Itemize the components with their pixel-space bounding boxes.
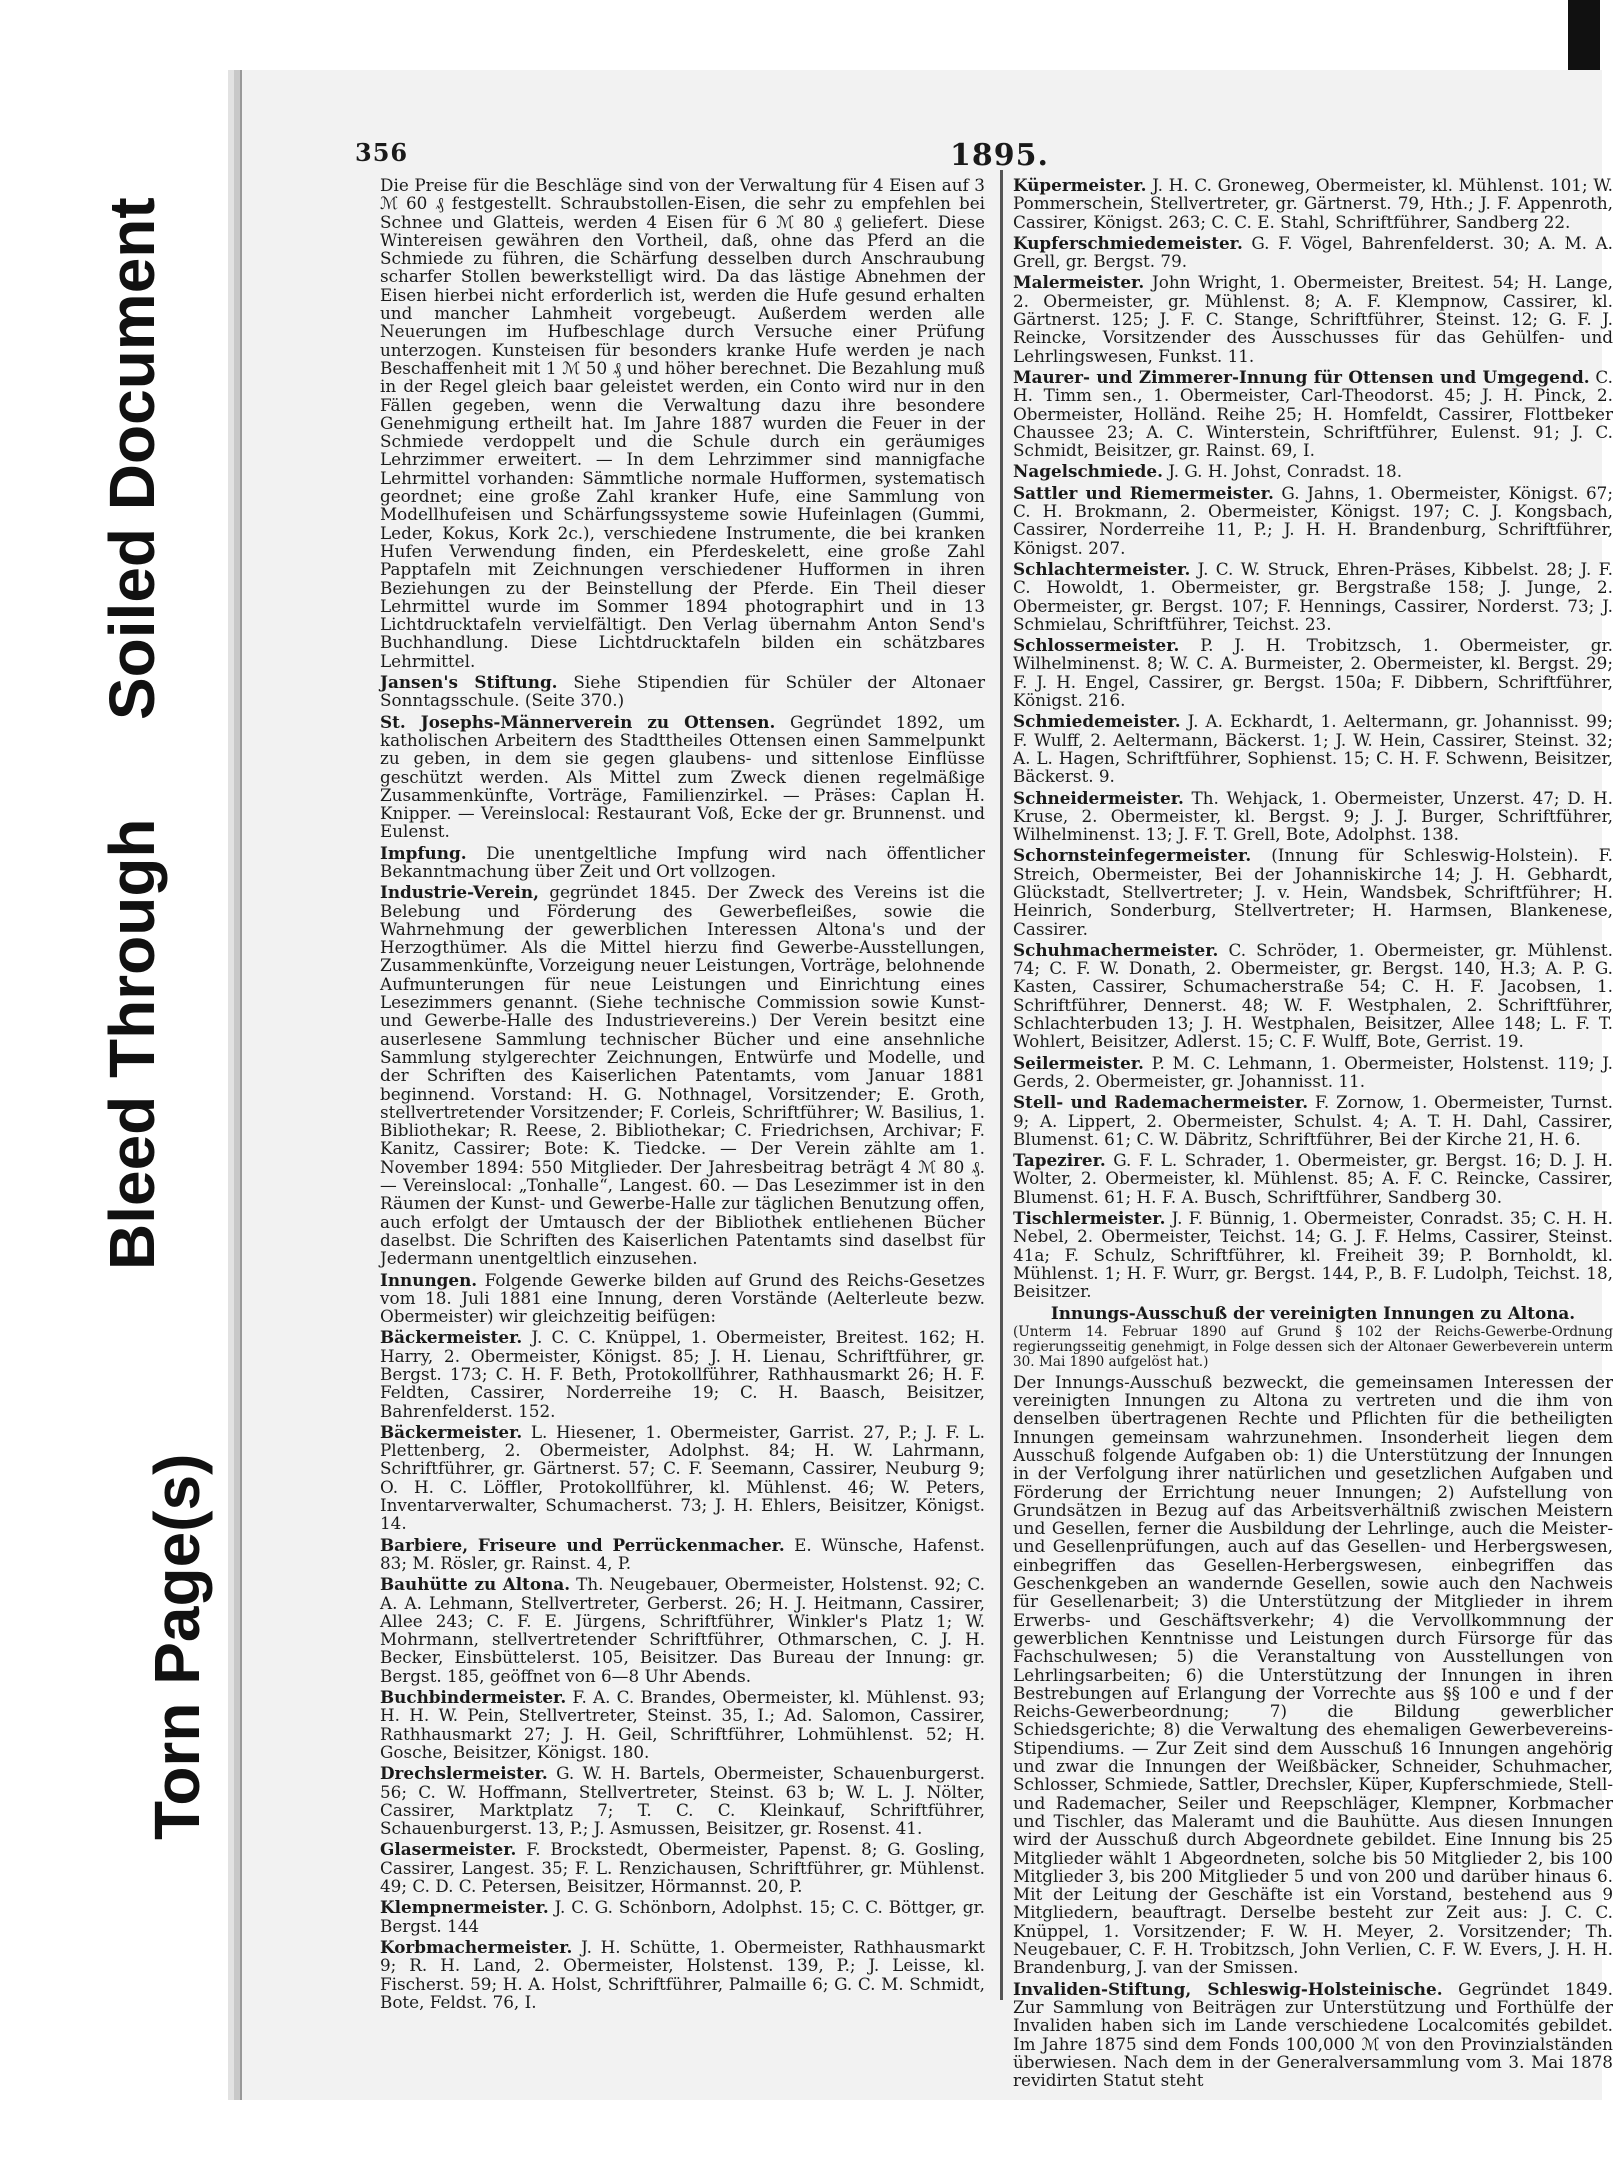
text-paragraph [1013,462,1613,480]
entry-text: J. C. G. Schönborn, Adolphst. 15; C. C. Böttger, gr. Bergst. 144 [380,1897,985,1936]
entry-text: P. M. C. Lehmann, 1. Obermeister, Holstenst. 119; J. Gerds, 2. Obermeister, gr. Johannisst. 11. [1013,1052,1613,1091]
entry-text: J. H. C. Groneweg, Obermeister, kl. Mühlenst. 101; W. Pommerschein, Stellvertreter, gr. Gärtnerst. 79, Hth.; J. F. Appenroth, Cassirer, Königst. 263; C. C. E. Stahl, Schriftführer, Sandberg 22. [1013,175,1613,232]
text-paragraph [1013,1325,1613,1370]
text-paragraph [380,1575,985,1685]
right-text-column [1013,176,1613,2092]
entry-text: F. A. C. Brandes, Obermeister, kl. Mühlenst. 93; H. H. W. Pein, Stellvertreter, Steinst. 35, I.; Ad. Salomon, Cassirer, Rathhausmarkt 27; J. H. Geil, Schriftführer, Lohmühlenst. 52; H. Gosche, Beisitzer, Königst. 180. [380,1687,985,1762]
entry-heading: Malermeister. [1013,272,1145,293]
entry-heading: Tapezirer. [1013,1150,1106,1171]
text-paragraph [1013,636,1613,709]
entry-text: Siehe Stipendien für Schüler der Altonaer Sonntagsschule. (Seite 370.) [380,672,985,711]
text-paragraph [1013,1373,1613,1977]
entry-text: G. Jahns, 1. Obermeister, Königst. 67; C. H. Brokmann, 2. Obermeister, Königst. 197; C. J. Kongsbach, Cassirer, Norderreihe 11, P.; J. H. H. Brandenburg, Schriftführer, Königst. 207. [1013,482,1613,558]
entry-text: G. W. H. Bartels, Obermeister, Schauenburgerst. 56; C. W. Hoffmann, Stellvertreter, Steinst. 63 b; W. L. J. Nölter, Cassirer, Marktplatz 7; T. C. C. Kleinkauf, Schriftführer, Schauenburgerst. 13, P.; J. Asmussen, Beisitzer, gr. Rosenst. 41. [380,1763,985,1839]
text-paragraph [1013,560,1613,633]
entry-text: Folgende Gewerke bilden auf Grund des Reichs-Gesetzes vom 18. Juli 1881 eine Innung, deren Vorstände (Aelterleute bezw. Obermeister) wir gleichzeitig beifügen: [380,1269,986,1327]
entry-text: J. H. Schütte, 1. Obermeister, Rathhausmarkt 9; R. H. Land, 2. Obermeister, Holstenst. 139, P.; J. Leisse, kl. Fischerst. 59; H. A. Holst, Schriftführer, Palmaille 6; G. C. M. Schmidt, Bote, Feldst. 76, I. [380,1936,985,2012]
entry-text: E. Wünsche, Hafenst. 83; M. Rösler, gr. Rainst. 4, P. [380,1534,985,1573]
text-paragraph [380,1271,985,1326]
entry-heading: Sattler und Riemermeister. [1013,482,1274,503]
entry-heading: Barbiere, Friseure und Perrückenmacher. [380,1534,785,1555]
entry-heading: Bäckermeister. [380,1421,523,1442]
entry-text: Gegründet 1892, um katholischen Arbeitern des Stadttheiles Ottensen einen Sammelpunkt zu geben, in dem sie gegen glaubens- und sittenlose Einflüsse geschützt werden. Als Mittel zum Zweck dienen regelmäßige Zusammenkünfte, Vorträge, Familienzirkel. — Präses: Caplan H. Knipper. — Vereinslocal: Restaurant Voß, Ecke der gr. Brunnenst. und Eulenst. [380,711,985,842]
entry-heading: Seilermeister. [1013,1052,1144,1073]
entry-heading: Maurer- und Zimmerer-Innung für Ottensen und Umgegend. [1013,366,1590,387]
text-paragraph [380,1423,985,1533]
text-paragraph [1013,176,1613,231]
entry-text: Die unentgeltliche Impfung wird nach öffentlicher Bekanntmachung über Zeit und Ort vollzogen. [380,842,985,881]
text-paragraph [380,1764,985,1837]
left-text-column [380,176,985,2014]
entry-heading: Kupferschmiedemeister. [1013,232,1243,253]
entry-heading: Industrie-Verein, [380,882,539,903]
entry-text: J. F. Bünnig, 1. Obermeister, Conradst. 35; C. H. H. Nebel, 2. Obermeister, Teichst. 14; G. J. F. Helms, Cassirer, Steinst. 41a; F. Schulz, Schriftführer, kl. Freiheit 39; P. Bornholdt, kl. Mühlenst. 1; H. F. Wurr, gr. Bergst. 144, P., B. F. Ludolph, Teichst. 18, Beisitzer. [1013,1208,1613,1302]
text-paragraph [1013,368,1613,459]
entry-text: L. Hiesener, 1. Obermeister, Garrist. 27, P.; J. F. L. Plettenberg, 2. Obermeister, Adolphst. 84; H. W. Lahrmann, Schriftführer, gr. Gärtnerst. 57; C. F. Seemann, Cassirer, Neuburg 9; O. H. C. Löffler, Protokollführer, kl. Mühlenst. 46; W. Peters, Inventarverwalter, Schumacherst. 73; J. H. Ehlers, Beisitzer, Königst. 14. [380,1421,985,1534]
entry-heading: Schlossermeister. [1013,635,1180,656]
entry-heading: Schornsteinfegermeister. [1013,845,1252,866]
soiled-document-stamp: Soiled Document [96,197,168,720]
text-paragraph [1013,941,1613,1051]
entry-heading: Tischlermeister. [1013,1208,1166,1229]
text-paragraph [380,883,985,1267]
column-divider [1000,170,1003,2000]
entry-heading: Bäckermeister. [380,1327,523,1348]
text-paragraph [1013,1980,1613,2090]
entry-text: C. H. Timm sen., 1. Obermeister, Carl-Theodorst. 45; J. H. Pinck, 2. Obermeister, Holländ. Reihe 25; H. Homfeldt, Cassirer, Flottbeker Chaussee 23; A. C. Winterstein, Schriftführer, Eulenst. 91; J. C. Schmidt, Beisitzer, gr. Rainst. 69, I. [1013,366,1613,461]
text-paragraph [1013,234,1613,271]
entry-heading: Küpermeister. [1013,175,1147,195]
entry-text: Die Preise für die Beschläge sind von der Verwaltung für 4 Eisen auf 3 ℳ 60 ₰ festgestellt. Schraubstollen-Eisen, die sehr zu empfehlen bei Schnee und Glatteis, werden 4 Eisen für 6 ℳ 80 ₰ geliefert. Diese Wintereisen gewähren den Vortheil, daß, ohne das Pferd an die Schmiede zu führen, die Schärfung desselben durch Anschraubung scharfer Stollen bewerkstelligt wird. Da das lästige Abnehmen der Eisen hierbei nicht erforderlich ist, werden die Hufe gesund erhalten und mancher Lahmheit vorgebeugt. Außerdem werden alle Neuerungen im Hufbeschlage durch Versuche einer Prüfung unterzogen. Kunsteisen für besonders kranke Hufe werden je nach Beschaffenheit mit 1 ℳ 50 ₰ und höher berechnet. Die Bezahlung muß in der Regel gleich baar geleistet werden, ein Conto wird nur in den Fällen gegeben, wenn die Verwaltung dazu ihre besondere Genehmigung ertheilt hat. Im Jahre 1887 wurden die Feuer in der Schmiede verdoppelt und die Schule durch ein geräumiges Lehrzimmer erweitert. — In dem Lehrzimmer sind mannigfache Lehrmittel vorhanden: Sämmtliche normale Hufformen, systematisch geordnet; eine große Zahl kranker Hufe, eine Sammlung von Modellhufeisen und Schärfungssysteme sowie Hufeinlagen (Gummi, Leder, Kokus, Kork 2c.), verschiedene Instrumente, die bei kranken Hufen Verwendung finden, ein Pferdeskelett, eine große Zahl Papptafeln mit Zeichnungen verschiedener Hufformen in ihren Beziehungen zu der Beinstellung der Pferde. Ein Theil dieser Lehrmittel wurde im Sommer 1894 photographirt und in 13 Lichtdrucktafeln vervielfältigt. Den Verlag übernahm Anton Send's Buchhandlung. Diese Lichtdrucktafeln bilden ein schätzbares Lehrmittel. [380,175,985,671]
text-paragraph [380,1328,985,1419]
text-paragraph [1013,1304,1613,1322]
entry-text: J. C. C. Knüppel, 1. Obermeister, Breitest. 162; H. Harry, 2. Obermeister, Königst. 85; J. H. Lienau, Schriftführer, gr. Bergst. 173; C. H. F. Beth, Protokollführer, Rathhausmarkt 26; H. F. Feldten, Cassirer, Norderreihe 19; C. H. Baasch, Beisitzer, Bahrenfelderst. 152. [380,1327,985,1421]
entry-text: F. Brockstedt, Obermeister, Papenst. 8; G. Gosling, Cassirer, Langest. 35; F. L. Renzichausen, Schriftführer, gr. Mühlenst. 49; C. D. C. Petersen, Beisitzer, Hörmannst. 20, P. [380,1839,985,1897]
text-paragraph [1013,789,1613,844]
entry-heading: St. Josephs-Männerverein zu Ottensen. [380,711,776,732]
page-year-header: 1895. [950,138,1049,173]
entry-text: G. F. L. Schrader, 1. Obermeister, gr. Bergst. 16; D. J. H. Wolter, 2. Obermeister, kl. Mühlenst. 85; A. F. C. Reincke, Cassirer, Blumenst. 61; H. F. A. Busch, Schriftführer, Sandberg 30. [1013,1150,1613,1207]
entry-heading: Nagelschmiede. [1013,461,1163,482]
entry-text: J. A. Eckhardt, 1. Aeltermann, gr. Johannisst. 99; F. Wulff, 2. Aeltermann, Bäckerst. 1; J. W. Hein, Cassirer, Steinst. 32; A. L. Hagen, Schriftführer, Sophienst. 15; C. H. F. Schwenn, Beisitzer, Bäckerst. 9. [1013,711,1613,787]
entry-heading: Innungen. [380,1269,478,1290]
entry-heading: Invaliden-Stiftung, Schleswig-Holsteinische. [1013,1978,1443,1999]
text-paragraph [380,1898,985,1935]
text-paragraph [1013,1054,1613,1091]
text-paragraph [380,713,985,841]
torn-pages-stamp: Torn Page(s) [141,1453,213,1840]
entry-heading: Jansen's Stiftung. [380,672,558,693]
text-paragraph [1013,1093,1613,1148]
entry-heading: Drechslermeister. [380,1763,548,1784]
text-paragraph [380,176,985,670]
entry-heading: Bauhütte zu Altona. [380,1574,571,1595]
text-paragraph [380,844,985,881]
text-paragraph [1013,484,1613,557]
entry-heading: Innungs-Ausschuß der vereinigten Innungen zu Altona. [1050,1302,1576,1323]
text-paragraph [1013,1209,1613,1300]
bleed-through-stamp: Bleed Through [96,818,168,1270]
entry-text: J. C. W. Struck, Ehren-Präses, Kibbelst. 28; J. F. C. Howoldt, 1. Obermeister, gr. Bergstraße 158; J. Junge, 2. Obermeister, gr. Bergst. 107; F. Hennings, Cassirer, Norderst. 73; J. Schmielau, Schriftführer, Teichst. 23. [1013,558,1613,634]
entry-text: Th. Neugebauer, Obermeister, Holstenst. 92; C. A. A. Lehmann, Stellvertreter, Gerberst. 26; H. J. Heitmann, Cassirer, Allee 243; C. F. E. Jürgens, Schriftführer, Winkler's Platz 1; W. Mohrmann, stellvertretender Schriftführer, Othmarschen, C. J. H. Becker, Einsbüttelerst. 105, Beisitzer. Das Bureau der Innung: gr. Bergst. 185, geöffnet von 6—8 Uhr Abends. [380,1574,985,1686]
text-paragraph [380,1536,985,1573]
entry-text: C. Schröder, 1. Obermeister, gr. Mühlenst. 74; C. F. W. Donath, 2. Obermeister, gr. Bergst. 140, H.3; A. P. G. Kasten, Cassirer, Schumacherstraße 54; C. H. F. Jacobsen, 1. Schriftführer, Dennerst. 48; W. F. Westphalen, 2. Schriftführer, Schlachterbuden 13; J. H. Westphalen, Beisitzer, Allee 148; L. F. T. Wohlert, Beisitzer, Adlerst. 15; C. F. Wulff, Bote, Gerrist. 19. [1013,939,1613,1052]
entry-text: gegründet 1845. Der Zweck des Vereins ist die Belebung und Förderung des Gewerbefleißes, sowie die Wahrnehmung der gewerblichen Interessen Altona's und der Herzogthümer. Als die Mittel hierzu find Gewerbe-Ausstellungen, Zusammenkünfte, Vorzeigung neuer Leistungen, Vorträge, belohnende Aufmunterungen für neue Leistungen und Einrichtung eines Lesezimmers genannt. (Siehe technische Commission sowie Kunst- und Gewerbe-Halle des Industrievereins.) Der Verein besitzt eine auserlesene Sammlung technischer Bücher und eine ansehnliche Sammlung stylgerechter Zeichnungen, Entwürfe und Modelle, und der Schriften des Kaiserlichen Patentamts, vom Januar 1881 beginnend. Vorstand: H. G. Nothnagel, Vorsitzender; E. Groth, stellvertretender Vorsitzender; F. Corleis, Schriftführer; W. Basilius, 1. Bibliothekar; R. Reese, 2. Bibliothekar; C. Friedrichsen, Archivar; F. Kanitz, Cassirer; Bote: K. Tiedcke. — Der Verein zählte am 1. November 1894: 550 Mitglieder. Der Jahresbeitrag beträgt 4 ℳ 80 ₰. — Vereinslocal: „Tonhalle“, Langest. 60. — Das Lesezimmer ist in den Räumen der Kunst- und Gewerbe-Halle zur täglichen Benutzung offen, auch erfolgt der Umtausch der der Bibliothek entliehenen Bücher daselbst. Die Schriften des Kaiserlichen Patentamts sind daselbst für Jedermann unentgeltlich einzusehen. [380,882,985,1269]
entry-heading: Schuhmachermeister. [1013,939,1219,960]
text-paragraph [1013,273,1613,364]
entry-text: P. J. H. Trobitzsch, 1. Obermeister, gr. Wilhelminenst. 8; W. C. A. Burmeister, 2. Obermeister, kl. Bergst. 29; F. J. H. Engel, Cassirer, gr. Bergst. 150a; F. Dibbern, Schriftführer, Königst. 216. [1013,635,1613,711]
entry-text: (Unterm 14. Februar 1890 auf Grund § 102 der Reichs-Gewerbe-Ordnung regierungsseitig genehmigt, in Folge dessen sich der Altonaer Gewerbeverein unterm 30. Mai 1890 aufgelöst hat.) [1013,1323,1613,1370]
text-paragraph [380,1840,985,1895]
entry-heading: Schneidermeister. [1013,787,1184,808]
entry-text: G. F. Vögel, Bahrenfelderst. 30; A. M. A. Grell, gr. Bergst. 79. [1013,232,1613,272]
text-paragraph [380,673,985,710]
text-paragraph [1013,712,1613,785]
entry-heading: Buchbindermeister. [380,1687,567,1708]
entry-heading: Klempnermeister. [380,1897,549,1918]
entry-heading: Schlachtermeister. [1013,558,1191,579]
entry-text: F. Zornow, 1. Obermeister, Turnst. 9; A. Lippert, 2. Obermeister, Schulst. 4; A. T. H. Dahl, Cassirer, Blumenst. 61; C. W. Däbritz, Schriftführer, Bei der Kirche 21, H. 6. [1013,1092,1613,1149]
entry-heading: Glasermeister. [380,1839,517,1860]
entry-text: Gegründet 1849. Zur Sammlung von Beiträgen zur Unterstützung und Forthülfe der Invaliden haben sich im Lande verschiedene Localcomités gebildet. Im Jahre 1875 sind dem Fonds 100,000 ℳ von den Provinzialständen überwiesen. Nach dem in der Generalversammlung vom 3. Mai 1878 revidirten Statut steht [1013,1978,1613,2091]
entry-heading: Stell- und Rademachermeister. [1013,1092,1309,1113]
text-paragraph [1013,846,1613,937]
entry-text: (Innung für Schleswig-Holstein). F. Streich, Obermeister, Bei der Johanniskirche 14; J. H. Gebhardt, Glückstadt, Stellvertreter; J. v. Hein, Wandsbek, Schriftführer; H. Heinrich, Sonderburg, Stellvertreter; H. Harmsen, Blankenese, Cassirer. [1013,845,1613,939]
entry-heading: Korbmachermeister. [380,1936,573,1957]
entry-heading: Schmiedemeister. [1013,711,1181,732]
entry-text: Th. Wehjack, 1. Obermeister, Unzerst. 47; D. H. Kruse, 2. Obermeister, kl. Bergst. 9; J. J. Burger, Schriftführer, Wilhelminenst. 13; J. F. T. Grell, Bote, Adolphst. 138. [1013,787,1613,845]
text-paragraph [380,1688,985,1761]
text-paragraph [1013,1151,1613,1206]
text-paragraph [380,1938,985,2011]
page-number: 356 [355,138,409,167]
entry-text: J. G. H. Johst, Conradst. 18. [1168,461,1403,482]
entry-heading: Impfung. [380,842,467,863]
entry-text: John Wright, 1. Obermeister, Breitest. 54; H. Lange, 2. Obermeister, gr. Mühlenst. 8; A. F. Klempnow, Cassirer, kl. Gärtnerst. 125; J. F. C. Stange, Schriftführer, Steinst. 12; G. F. J. Reincke, Vorsitzender des Ausschusses für das Gehülfen- und Lehrlingswesen, Funkst. 11. [1013,272,1613,366]
entry-text: Der Innungs-Ausschuß bezweckt, die gemeinsamen Interessen der vereinigten Innungen zu Altona zu vertreten und die ihm von denselben übertragenen Rechte und Pflichten für die betheiligten Innungen gemeinsam wahrzunehmen. Insonderheit liegen dem Ausschuß folgende Aufgaben ob: 1) die Unterstützung der Innungen in der Verfolgung ihrer natürlichen und gesetzlichen Aufgaben und Förderung der Errichtung neuer Innungen; 2) Aufstellung von Grundsätzen in Bezug auf das Arbeitsverhältniß zwischen Meistern und Gesellen, ferner die Ausbildung der Lehrlinge, auch die Meister- und Gesellenprüfungen, auch auf das Gesellen- und Herbergswesen, einbegriffen das Gesellen-Herbergswesen, einbegriffen das Geschenkgeben an wandernde Gesellen, sowie auch den Nachweis für Gesellenarbeit; 3) die Unterstützung der Mitglieder in ihrem Erwerbs- und Geschäftsverkehr; 4) die Vervollkommnung der gewerblichen Kenntnisse und Leistungen durch Fürsorge für das Fachschulwesen; 5) die Veranstaltung von Ausstellungen von Lehrlingsarbeiten; 6) die Unterstützung der Innungen in ihren Bestrebungen auf Erlangung der Vorrechte aus §§ 100 e und f der Reichs-Gewerbeordnung; 7) die Bildung gewerblicher Schiedsgerichte; 8) die Verwaltung des ehemaligen Gewerbevereins-Stipendiums. — Zur Zeit sind dem Ausschuß 16 Innungen angehörig und zwar die Innungen der Weißbäcker, Schneider, Schuhmacher, Schlosser, Schmiede, Sattler, Drechsler, Küper, Kupferschmiede, Stell- und Rademacher, Seiler und Reepschläger, Klempner, Korbmacher und Tischler, das Maleramt und die Bauhütte. Aus diesen Innungen wird der Ausschuß durch Abgeordnete gebildet. Eine Innung bis 25 Mitglieder wählt 1 Abgeordneten, solche bis 50 Mitglieder 2, bis 100 Mitglieder 3, bis 200 Mitglieder 5 und von 200 und darüber hinaus 6. Mit der Leitung der Geschäfte ist ein Vorstand, bestehend aus 9 Mitgliedern, beauftragt. Derselbe besteht zur Zeit aus: J. C. C. Knüppel, 1. Vorsitzender; F. W. H. Meyer, 2. Vorsitzender; Th. Neugebauer, C. F. H. Trobitzsch, John Verlien, C. F. W. Evers, J. H. H. Brandenburg, J. van der Smissen. [1013,1371,1613,1978]
